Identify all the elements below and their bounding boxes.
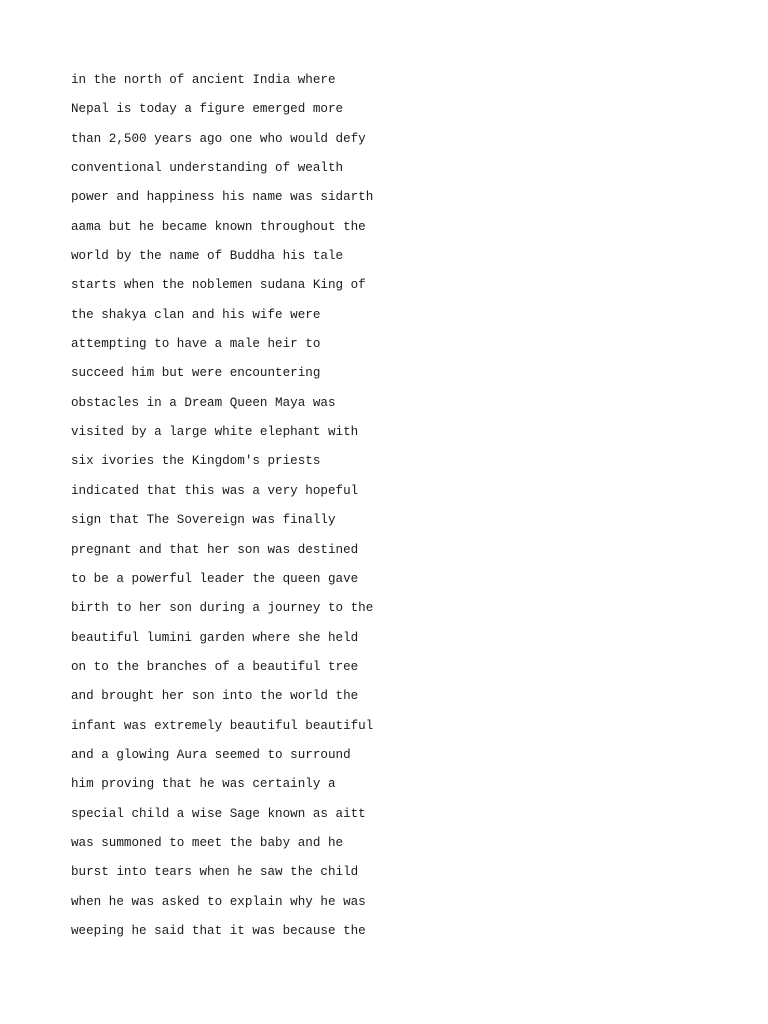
- text-line: was summoned to meet the baby and he: [71, 835, 344, 850]
- text-line: aama but he became known throughout the: [71, 219, 366, 234]
- text-line: starts when the noblemen sudana King of: [71, 278, 366, 293]
- text-line: world by the name of Buddha his tale: [71, 249, 344, 264]
- text-line: attempting to have a male heir to: [71, 337, 321, 352]
- text-line: and brought her son into the world the: [71, 689, 359, 704]
- text-line: weeping he said that it was because the: [71, 923, 366, 938]
- text-line: than 2,500 years ago one who would defy: [71, 131, 366, 146]
- text-line: indicated that this was a very hopeful: [71, 483, 359, 498]
- text-line: six ivories the Kingdom's priests: [71, 454, 321, 469]
- text-line: visited by a large white elephant with: [71, 425, 359, 440]
- text-line: when he was asked to explain why he was: [71, 894, 366, 909]
- text-line: power and happiness his name was sidarth: [71, 190, 374, 205]
- text-line: to be a powerful leader the queen gave: [71, 571, 359, 586]
- text-line: special child a wise Sage known as aitt: [71, 806, 366, 821]
- text-line: pregnant and that her son was destined: [71, 542, 359, 557]
- text-line: the shakya clan and his wife were: [71, 307, 321, 322]
- text-line: conventional understanding of wealth: [71, 161, 344, 176]
- text-line: birth to her son during a journey to the: [71, 601, 374, 616]
- text-line: succeed him but were encountering: [71, 366, 321, 381]
- text-line: infant was extremely beautiful beautiful: [71, 718, 374, 733]
- text-line: him proving that he was certainly a: [71, 777, 336, 792]
- text-line: in the north of ancient India where: [71, 73, 336, 87]
- text-line: obstacles in a Dream Queen Maya was: [71, 395, 336, 410]
- transcript-text: [71, 68, 711, 948]
- text-line: Nepal is today a figure emerged more: [71, 102, 344, 117]
- text-line: on to the branches of a beautiful tree: [71, 659, 359, 674]
- text-line: sign that The Sovereign was finally: [71, 513, 336, 528]
- text-line: and a glowing Aura seemed to surround: [71, 747, 351, 762]
- text-line: burst into tears when he saw the child: [71, 865, 359, 880]
- text-line: beautiful lumini garden where she held: [71, 630, 359, 645]
